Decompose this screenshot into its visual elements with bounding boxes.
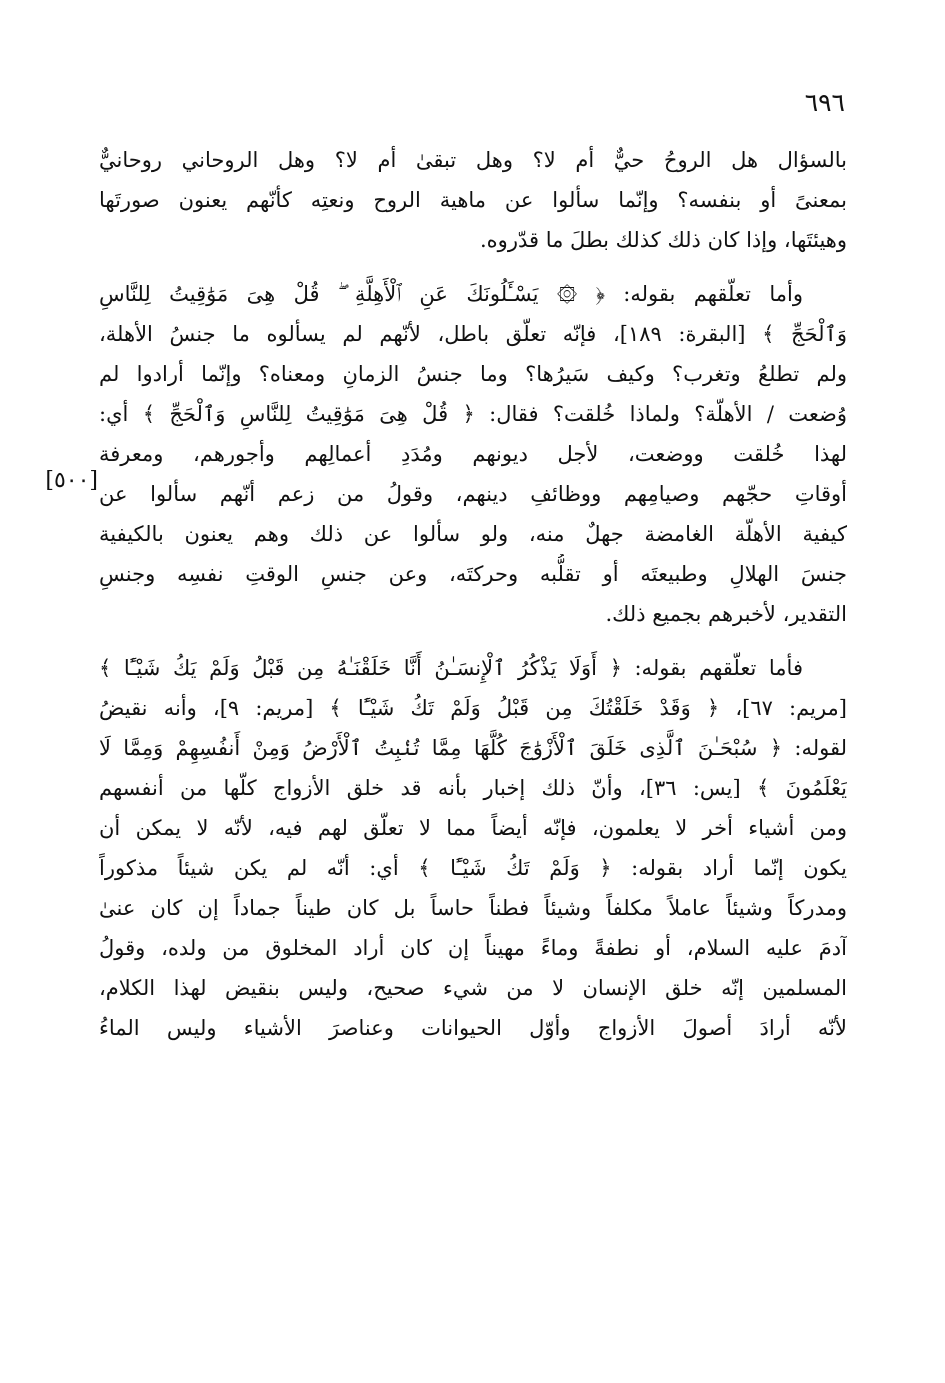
paragraph-creation [99,648,847,1048]
margin-page-reference: [٥٠٠] [45,468,98,493]
text-line: أوقاتِ حجّهم وصيامِهم ووظائفِ دينهم، وقولُ من زعم أنّهم سألوا عن [99,482,847,506]
paragraph-spirit [99,140,847,260]
text-line: لأنّه أرادَ أصولَ الأزواج وأوّل الحيوانات وعناصرَ الأشياء وليس الماءُ [99,1016,847,1040]
text-line: التقدير، لأخبرهم بجميع ذلك. [605,602,847,626]
text-line: وأما تعلّقهم بقوله: ﴿ ۞ يَسْـَٔلُونَكَ عَنِ ٱلْأَهِلَّةِ ۖ قُلْ هِىَ مَوَٰقِيتُ لِلنَّاسِ [99,282,803,306]
text-line: كيفية الأهلّة الغامضة جهلٌ منه، ولو سألوا عن ذلك وهم يعنون بالكيفية [99,522,847,546]
text-line: ومن أشياء أخر لا يعلمون، فإنّه أيضاً مما لا تعلّق لهم فيه، لأنّه لا يمكن أن [99,816,847,840]
text-line: يكون إنّما أراد بقوله: ﴿ وَلَمْ تَكُ شَيْـًٔا ﴾ أي: أنّه لم يكن شيئاً مذكوراً [99,856,847,880]
text-line: ولم تطلعُ وتغرب؟ وكيف سَيرُها؟ وما جنسُ الزمانِ ومعناه؟ وإنّما أرادوا لم [99,362,847,386]
text-line: آدمَ عليه السلام، أو نطفةً وماءً مهيناً إن كان أراد المخلوق من ولده، وقولُ [99,936,847,960]
text-line: وهيئتَها، وإذا كان ذلك كذلك بطلَ ما قدّروه. [480,228,847,252]
body-text [99,140,847,1048]
paragraph-crescents [99,274,847,634]
text-line: لقوله: ﴿ سُبْحَـٰنَ ٱلَّذِى خَلَقَ ٱلْأَزْوَٰجَ كُلَّهَا مِمَّا تُنۢبِتُ ٱلْأَرْضُ وَمِنْ أَنفُسِهِمْ وَمِمَّا لَا [99,736,847,760]
text-line: المسلمين إنّه خلق الإنسان لا من شيء صحيح، وليس بنقيض لهذا الكلام، [99,976,847,1000]
text-line: بالسؤال هل الروحُ حيٌّ أم لا؟ وهل تبقىٰ أم لا؟ وهل الروحاني روحانيٌّ [99,148,847,172]
text-line: وُضعت / الأهلّة؟ ولماذا خُلقت؟ فقال: ﴿ قُلْ هِىَ مَوَٰقِيتُ لِلنَّاسِ وَٱلْحَجِّ ﴾ أي: [99,402,847,426]
text-line: [مريم: ٦٧]، ﴿ وَقَدْ خَلَقْتُكَ مِن قَبْلُ وَلَمْ تَكُ شَيْـًٔا ﴾ [مريم: ٩]، وأنه نقيضُ [99,696,847,720]
text-line: لهذا خُلقت ووضعت، لأجل ديونهم ومُدَدِ أعمالِهم وأجورهم، ومعرفة [99,442,847,466]
text-line: فأما تعلّقهم بقوله: ﴿ أَوَلَا يَذْكُرُ ٱلْإِنسَـٰنُ أَنَّا خَلَقْنَـٰهُ مِن قَبْلُ وَلَمْ يَكُ شَيْـًٔا ﴾ [99,656,803,680]
text-line: بمعنىً أو بنفسه؟ وإنّما سألوا عن ماهية الروح ونعتِه كأنّهم يعنون صورتَها [99,188,847,212]
text-line: ومدركاً وشيئاً عاملاً مكلفاً وشيئاً فطناً حاساً بل كان طيناً جماداً إن كان عنىٰ [99,896,847,920]
text-line: جنسَ الهلالِ وطبيعتَه أو تقلُّبه وحركتَه، وعن جنسِ الوقتِ نفسِه وجنسِ [99,562,847,586]
page-number: ٦٩٦ [804,88,845,117]
text-line: وَٱلْحَجِّ ﴾ [البقرة: ١٨٩]، فإنّه تعلّق باطل، لأنّهم لم يسألوه ما جنسُ الأهلة، [99,322,847,346]
text-line: يَعْلَمُونَ ﴾ [يس: ٣٦]، وأنّ ذلك إخبار بأنه قد خلق الأزواج كلّها من أنفسهم [99,776,847,800]
